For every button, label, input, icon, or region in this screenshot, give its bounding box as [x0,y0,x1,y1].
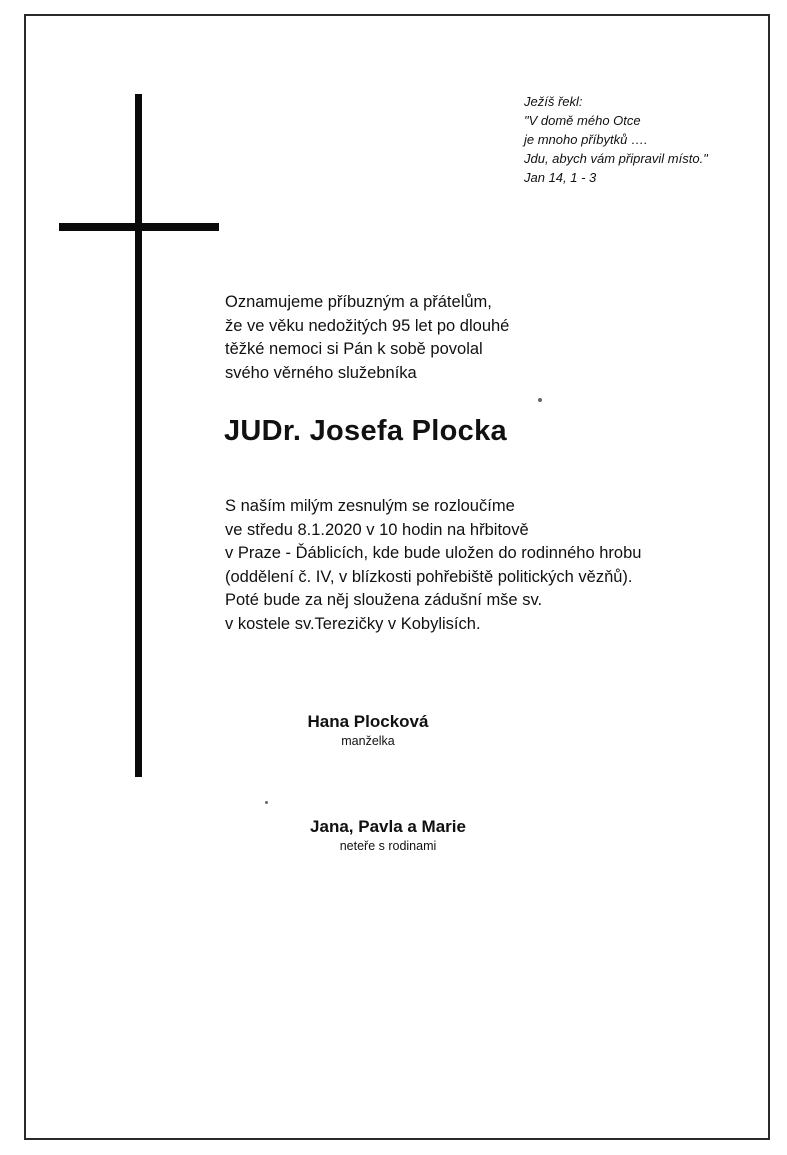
mourner-name: Jana, Pavla a Marie [310,817,466,836]
quote-line: Jdu, abych vám připravil místo." [524,151,708,166]
scan-speck [538,398,542,402]
quote-reference: Jan 14, 1 - 3 [524,170,597,185]
funeral-line: (oddělení č. IV, v blízkosti pohřebiště politických vězňů). [225,567,633,586]
quote-line: je mnoho příbytků …. [524,132,648,147]
quote-line: "V domě mého Otce [524,113,641,128]
announcement-line: těžké nemoci si Pán k sobě povolal [225,340,483,358]
deceased-name: JUDr. Josefa Plocka [224,415,507,447]
mourner-nieces [268,817,508,853]
mourner-spouse [283,712,453,748]
funeral-line: ve středu 8.1.2020 v 10 hodin na hřbitově [225,520,529,539]
scan-speck [265,801,268,804]
cross-horizontal-bar [59,223,219,231]
announcement-line: Oznamujeme příbuzným a přátelům, [225,293,492,311]
funeral-line: v Praze - Ďáblicích, kde bude uložen do rodinného hrobu [225,544,642,562]
mourner-relation: neteře s rodinami [339,839,437,853]
announcement-line: svého věrného služebníka [225,363,417,382]
announcement-line: že ve věku nedožitých 95 let po dlouhé [225,316,510,335]
mourner-name: Hana Plocková [307,712,429,731]
cross-vertical-bar [135,94,142,777]
announcement-text [225,291,509,385]
bible-quote [524,92,708,187]
funeral-line: v kostele sv.Terezičky v Kobylisích. [225,614,481,633]
funeral-details [225,495,641,636]
quote-line: Ježíš řekl: [524,94,583,109]
funeral-line: S naším milým zesnulým se rozloučíme [225,497,515,515]
mourner-relation: manželka [341,734,395,748]
funeral-line: Poté bude za něj sloužena zádušní mše sv. [225,591,543,609]
